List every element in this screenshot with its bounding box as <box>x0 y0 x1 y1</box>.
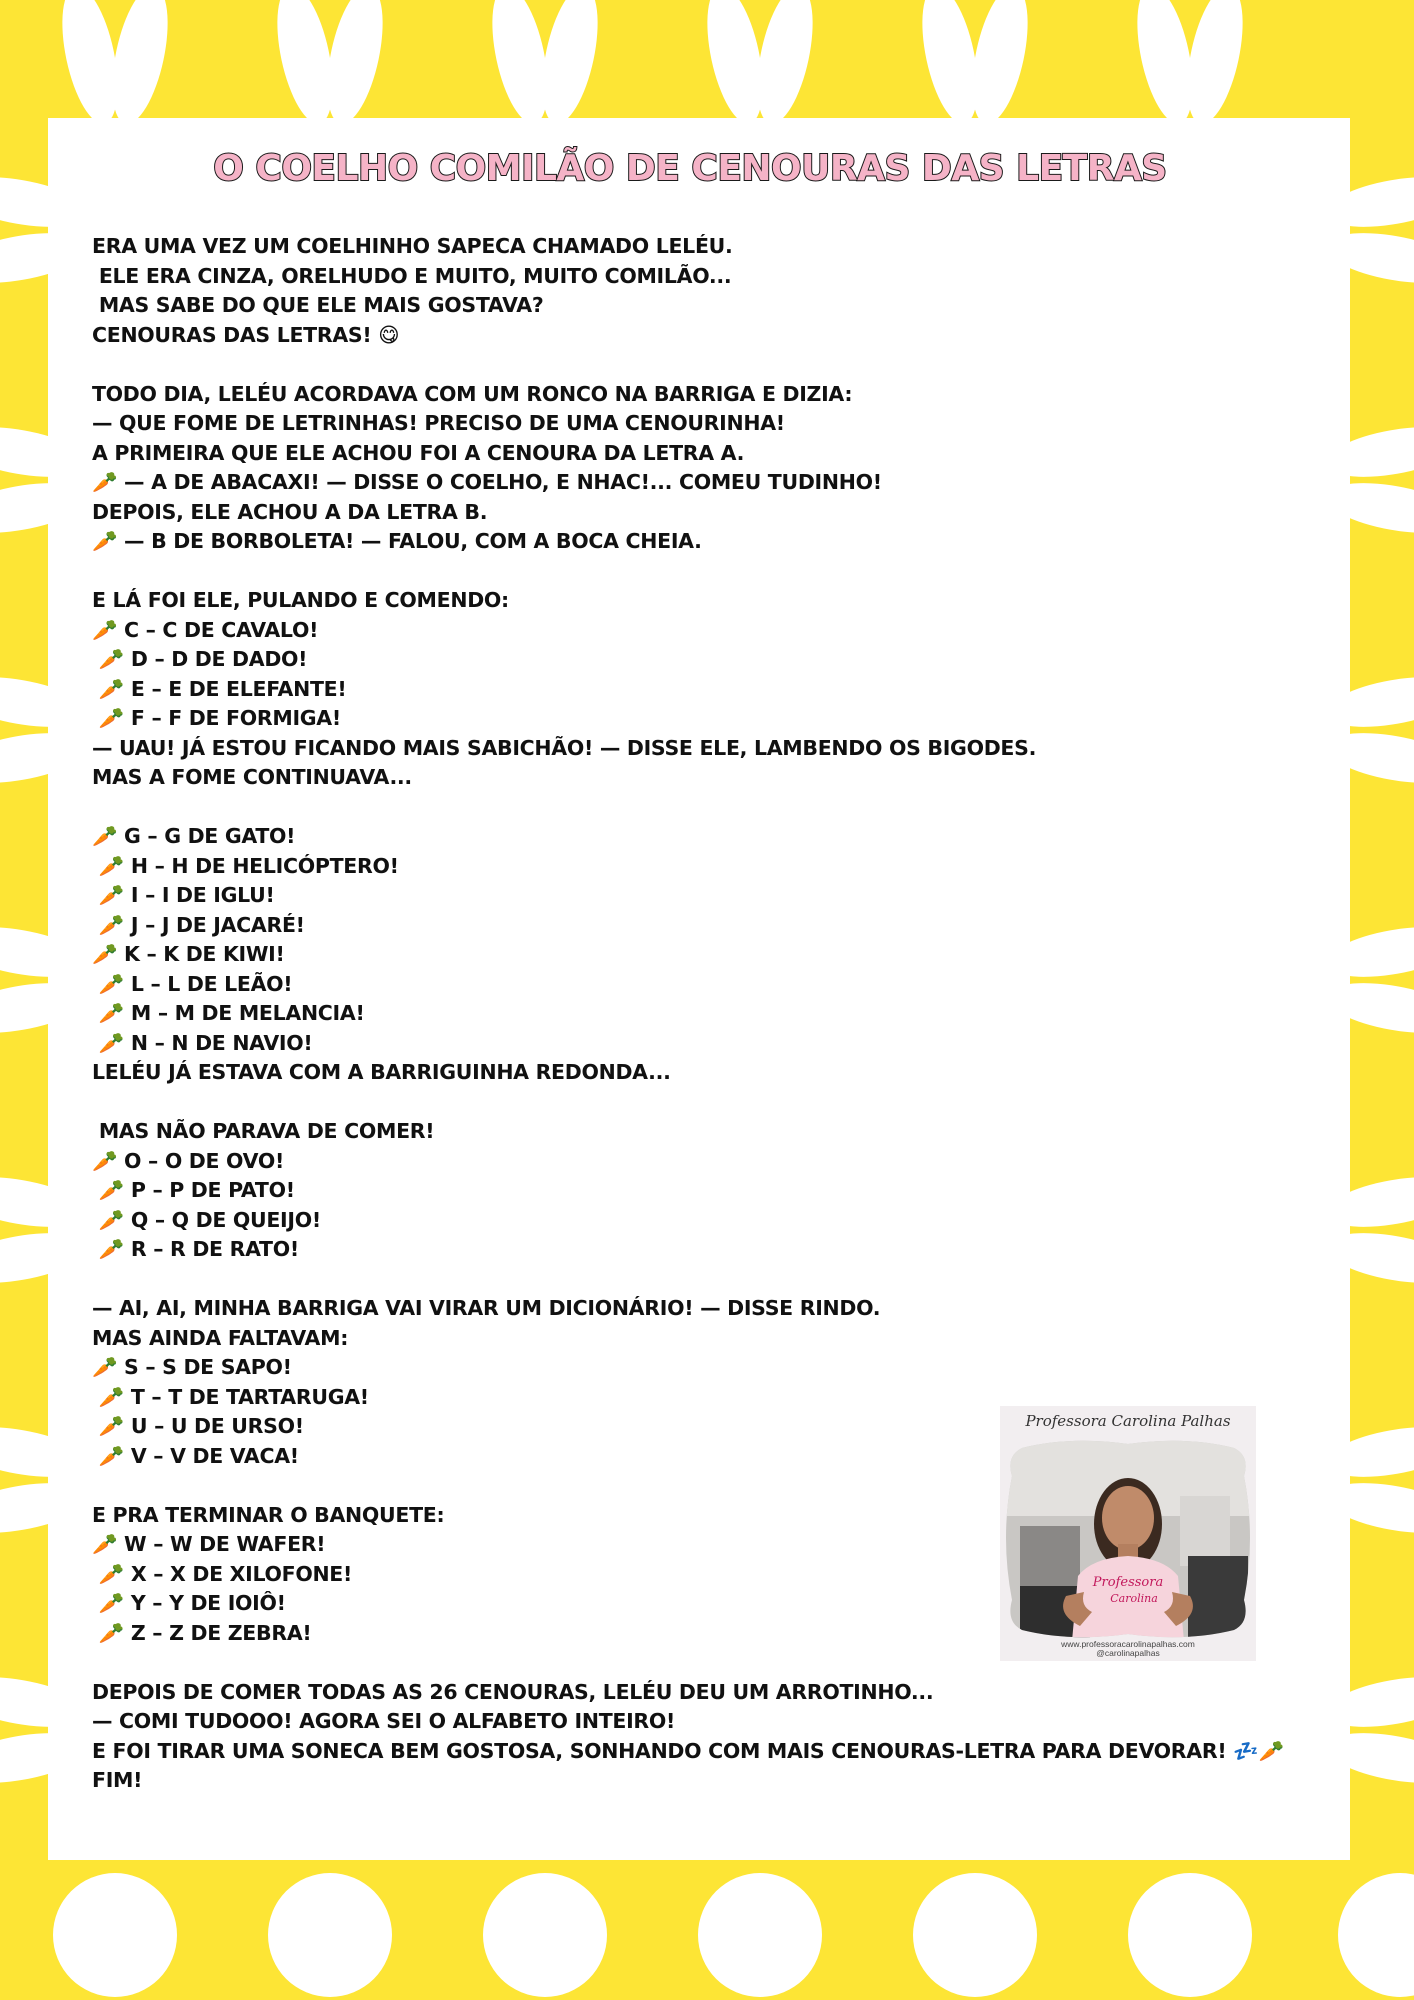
story-line: 🥕 P – P DE PATO! <box>92 1178 295 1202</box>
story-line: 🥕 R – R DE RATO! <box>92 1237 299 1261</box>
social-handle: @carolinapalhas <box>1096 1648 1160 1658</box>
blank-line <box>92 1088 1362 1118</box>
story-line: E FOI TIRAR UMA SONECA BEM GOSTOSA, SONHANDO COM MAIS CENOURAS-LETRA PARA DEVORAR! 💤🥕 <box>92 1738 1284 1763</box>
story-line: — QUE FOME DE LETRINHAS! PRECISO DE UMA CENOURINHA! <box>92 411 785 435</box>
story-line: MAS A FOME CONTINUAVA... <box>92 765 412 789</box>
story-line: 🥕 I – I DE IGLU! <box>92 883 275 907</box>
story-line: MAS AINDA FALTAVAM: <box>92 1325 349 1350</box>
bunny-ear-shape <box>483 1873 607 1997</box>
bunny-ear-shape <box>268 1873 392 1997</box>
blank-line <box>92 350 1362 380</box>
blank-line <box>92 557 1362 587</box>
author-photo <box>1000 1436 1256 1641</box>
story-line: 🥕 U – U DE URSO! <box>92 1414 304 1438</box>
website-url: www.professoracarolinapalhas.com <box>1061 1639 1195 1649</box>
author-website <box>1000 1640 1256 1658</box>
story-line: 🥕 F – F DE FORMIGA! <box>92 706 341 730</box>
story-line: 🥕 H – H DE HELICÓPTERO! <box>92 853 399 878</box>
story-line: 🥕 — B DE BORBOLETA! — FALOU, COM A BOCA CHEIA. <box>92 529 702 553</box>
story-line: 🥕 L – L DE LEÃO! <box>92 971 293 996</box>
story-line: 🥕 M – M DE MELANCIA! <box>92 1001 365 1025</box>
bunny-ear-shape <box>913 1873 1037 1997</box>
story-line: 🥕 V – V DE VACA! <box>92 1443 299 1468</box>
bunny-ear-shape <box>1338 1873 1414 1997</box>
story-line: MAS NÃO PARAVA DE COMER! <box>92 1119 435 1143</box>
shirt-logo-line2: Carolina <box>1110 1592 1158 1605</box>
story-line: DEPOIS, ELE ACHOU A DA LETRA B. <box>92 499 488 524</box>
story-line: 🥕 J – J DE JACARÉ! <box>92 912 305 937</box>
story-line: 🥕 W – W DE WAFER! <box>92 1532 326 1556</box>
story-line: 🥕 D – D DE DADO! <box>92 647 308 671</box>
story-line: 🥕 S – S DE SAPO! <box>92 1355 292 1379</box>
story-line: DEPOIS DE COMER TODAS AS 26 CENOURAS, LELÉU DEU UM ARROTINHO... <box>92 1679 934 1704</box>
story-line: CENOURAS DAS LETRAS! 😋 <box>92 322 400 347</box>
story-line: 🥕 C – C DE CAVALO! <box>92 617 319 642</box>
bunny-ear-shape <box>1128 1873 1252 1997</box>
story-line: 🥕 Z – Z DE ZEBRA! <box>92 1620 312 1645</box>
author-photo-card <box>1000 1406 1256 1661</box>
story-line: 🥕 E – E DE ELEFANTE! <box>92 676 347 701</box>
bunny-ear-shape <box>698 1873 822 1997</box>
story-line: — AI, AI, MINHA BARRIGA VAI VIRAR UM DICIONÁRIO! — DISSE RINDO. <box>92 1296 881 1320</box>
story-line: 🥕 K – K DE KIWI! <box>92 942 285 966</box>
blank-line <box>92 793 1362 823</box>
story-line: 🥕 O – O DE OVO! <box>92 1148 284 1173</box>
bunny-ear-shape <box>53 1873 177 1997</box>
story-line: FIM! <box>92 1768 143 1792</box>
story-line: 🥕 T – T DE TARTARUGA! <box>92 1384 369 1409</box>
story-line: — COMI TUDOOO! AGORA SEI O ALFABETO INTEIRO! <box>92 1709 676 1733</box>
story-line: E LÁ FOI ELE, PULANDO E COMENDO: <box>92 588 509 612</box>
story-line: ERA UMA VEZ UM COELHINHO SAPECA CHAMADO LELÉU. <box>92 234 733 258</box>
story-line: ELE ERA CINZA, ORELHUDO E MUITO, MUITO COMILÃO... <box>92 263 732 288</box>
story-line: LELÉU JÁ ESTAVA COM A BARRIGUINHA REDONDA... <box>92 1060 671 1084</box>
story-line: 🥕 N – N DE NAVIO! <box>92 1030 313 1055</box>
blank-line <box>92 1265 1362 1295</box>
story-line: MAS SABE DO QUE ELE MAIS GOSTAVA? <box>92 293 544 317</box>
story-line: 🥕 Y – Y DE IOIÔ! <box>92 1591 286 1615</box>
story-line: A PRIMEIRA QUE ELE ACHOU FOI A CENOURA DA LETRA A. <box>92 440 745 465</box>
shirt-logo-line1: Professora <box>1092 1575 1164 1590</box>
story-line: TODO DIA, LELÉU ACORDAVA COM UM RONCO NA BARRIGA E DIZIA: <box>92 381 853 406</box>
story-line: 🥕 Q – Q DE QUEIJO! <box>92 1207 321 1232</box>
story-title: O COELHO COMILÃO DE CENOURAS DAS LETRAS <box>213 148 1167 189</box>
story-line: 🥕 G – G DE GATO! <box>92 824 296 848</box>
story-line: E PRA TERMINAR O BANQUETE: <box>92 1502 445 1527</box>
story-line: 🥕 X – X DE XILOFONE! <box>92 1561 353 1586</box>
story-line: — UAU! JÁ ESTOU FICANDO MAIS SABICHÃO! — DISSE ELE, LAMBENDO OS BIGODES. <box>92 735 1037 760</box>
story-line: 🥕 — A DE ABACAXI! — DISSE O COELHO, E NHAC!... COMEU TUDINHO! <box>92 470 882 494</box>
photo-card-header: Professora Carolina Palhas <box>1025 1412 1231 1430</box>
